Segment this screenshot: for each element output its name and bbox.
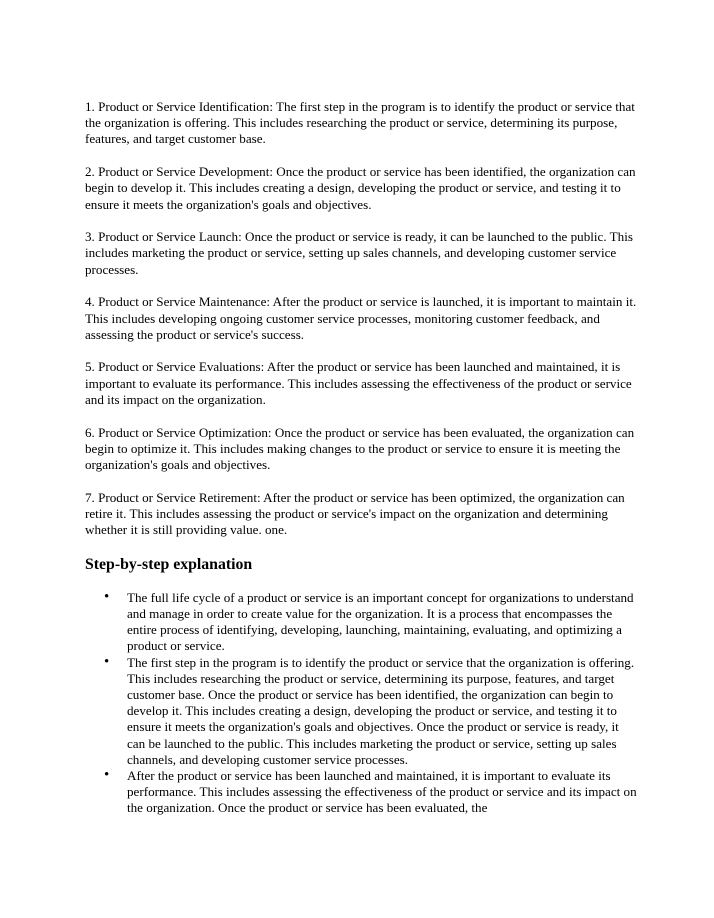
paragraph-development: 2. Product or Service Development: Once the product or service has been identified, the organization can begin to develop it. This includes creating a design, developing the product or service, and testing it to ensure it meets the organization's goals and objectives. bbox=[85, 164, 636, 212]
bullet-icon: • bbox=[104, 653, 110, 670]
paragraph-identification: 1. Product or Service Identification: The first step in the program is to identify the product or service that the organization is offering. This includes researching the product or service, determining its purpose, features, and target customer base. bbox=[85, 99, 635, 147]
bullet-item bbox=[85, 590, 637, 655]
bullet-icon: • bbox=[104, 767, 110, 783]
paragraph-optimization: 6. Product or Service Optimization: Once the product or service has been evaluated, the organization can begin to optimize it. This includes making changes to the product or service to ensure it is meeting the organization's goals and objectives. bbox=[85, 424, 635, 472]
paragraph-retirement: 7. Product or Service Retirement: After the product or service has been optimized, the organization can retire it. This includes assessing the product or service's impact on the organization and determining whether it is still providing value. one. bbox=[85, 489, 625, 538]
bullet-text: The full life cycle of a product or service is an important concept for organizations to understand and manage in order to create value for the organization. It is a process that encompasses the entire process of identifying, developing, launching, maintaining, evaluating, and optimizing a product or service. bbox=[127, 589, 634, 654]
bullet-text: After the product or service has been launched and maintained, it is important to evaluate its performance. This includes assessing the effectiveness of the product or service and its impact on the organization. Once the product or service has been evaluated, the bbox=[127, 768, 637, 816]
paragraph-evaluations: 5. Product or Service Evaluations: After the product or service has been launched and maintained, it is important to evaluate its performance. This includes assessing the effectiveness of the product or service and its impact on the organization. bbox=[85, 359, 632, 407]
paragraph-launch: 3. Product or Service Launch: Once the product or service is ready, it can be launched to the public. This includes marketing the product or service, setting up sales channels, and developing customer service processes. bbox=[85, 229, 633, 277]
bullet-list bbox=[85, 590, 637, 817]
bullet-item bbox=[85, 768, 637, 817]
bullet-text: The first step in the program is to identify the product or service that the organization is offering. This includes researching the product or service, determining its purpose, features, and target customer base. Once the product or service has been identified, the organization can begin to develop it. This includes creating a design, developing the product or service, and testing it to ensure it meets the organization's goals and objectives. Once the product or service is ready, it can be launched to the public. This includes marketing the product or service, setting up sales channels, and developing customer service processes. bbox=[127, 654, 635, 767]
section-heading: Step-by-step explanation bbox=[85, 555, 253, 573]
paragraph-maintenance: 4. Product or Service Maintenance: After the product or service is launched, it is important to maintain it. This includes developing ongoing customer service processes, monitoring customer feedback, and assessing the product or service's success. bbox=[85, 294, 637, 342]
document-body bbox=[85, 99, 637, 817]
bullet-icon: • bbox=[104, 588, 110, 605]
bullet-item bbox=[85, 655, 637, 768]
